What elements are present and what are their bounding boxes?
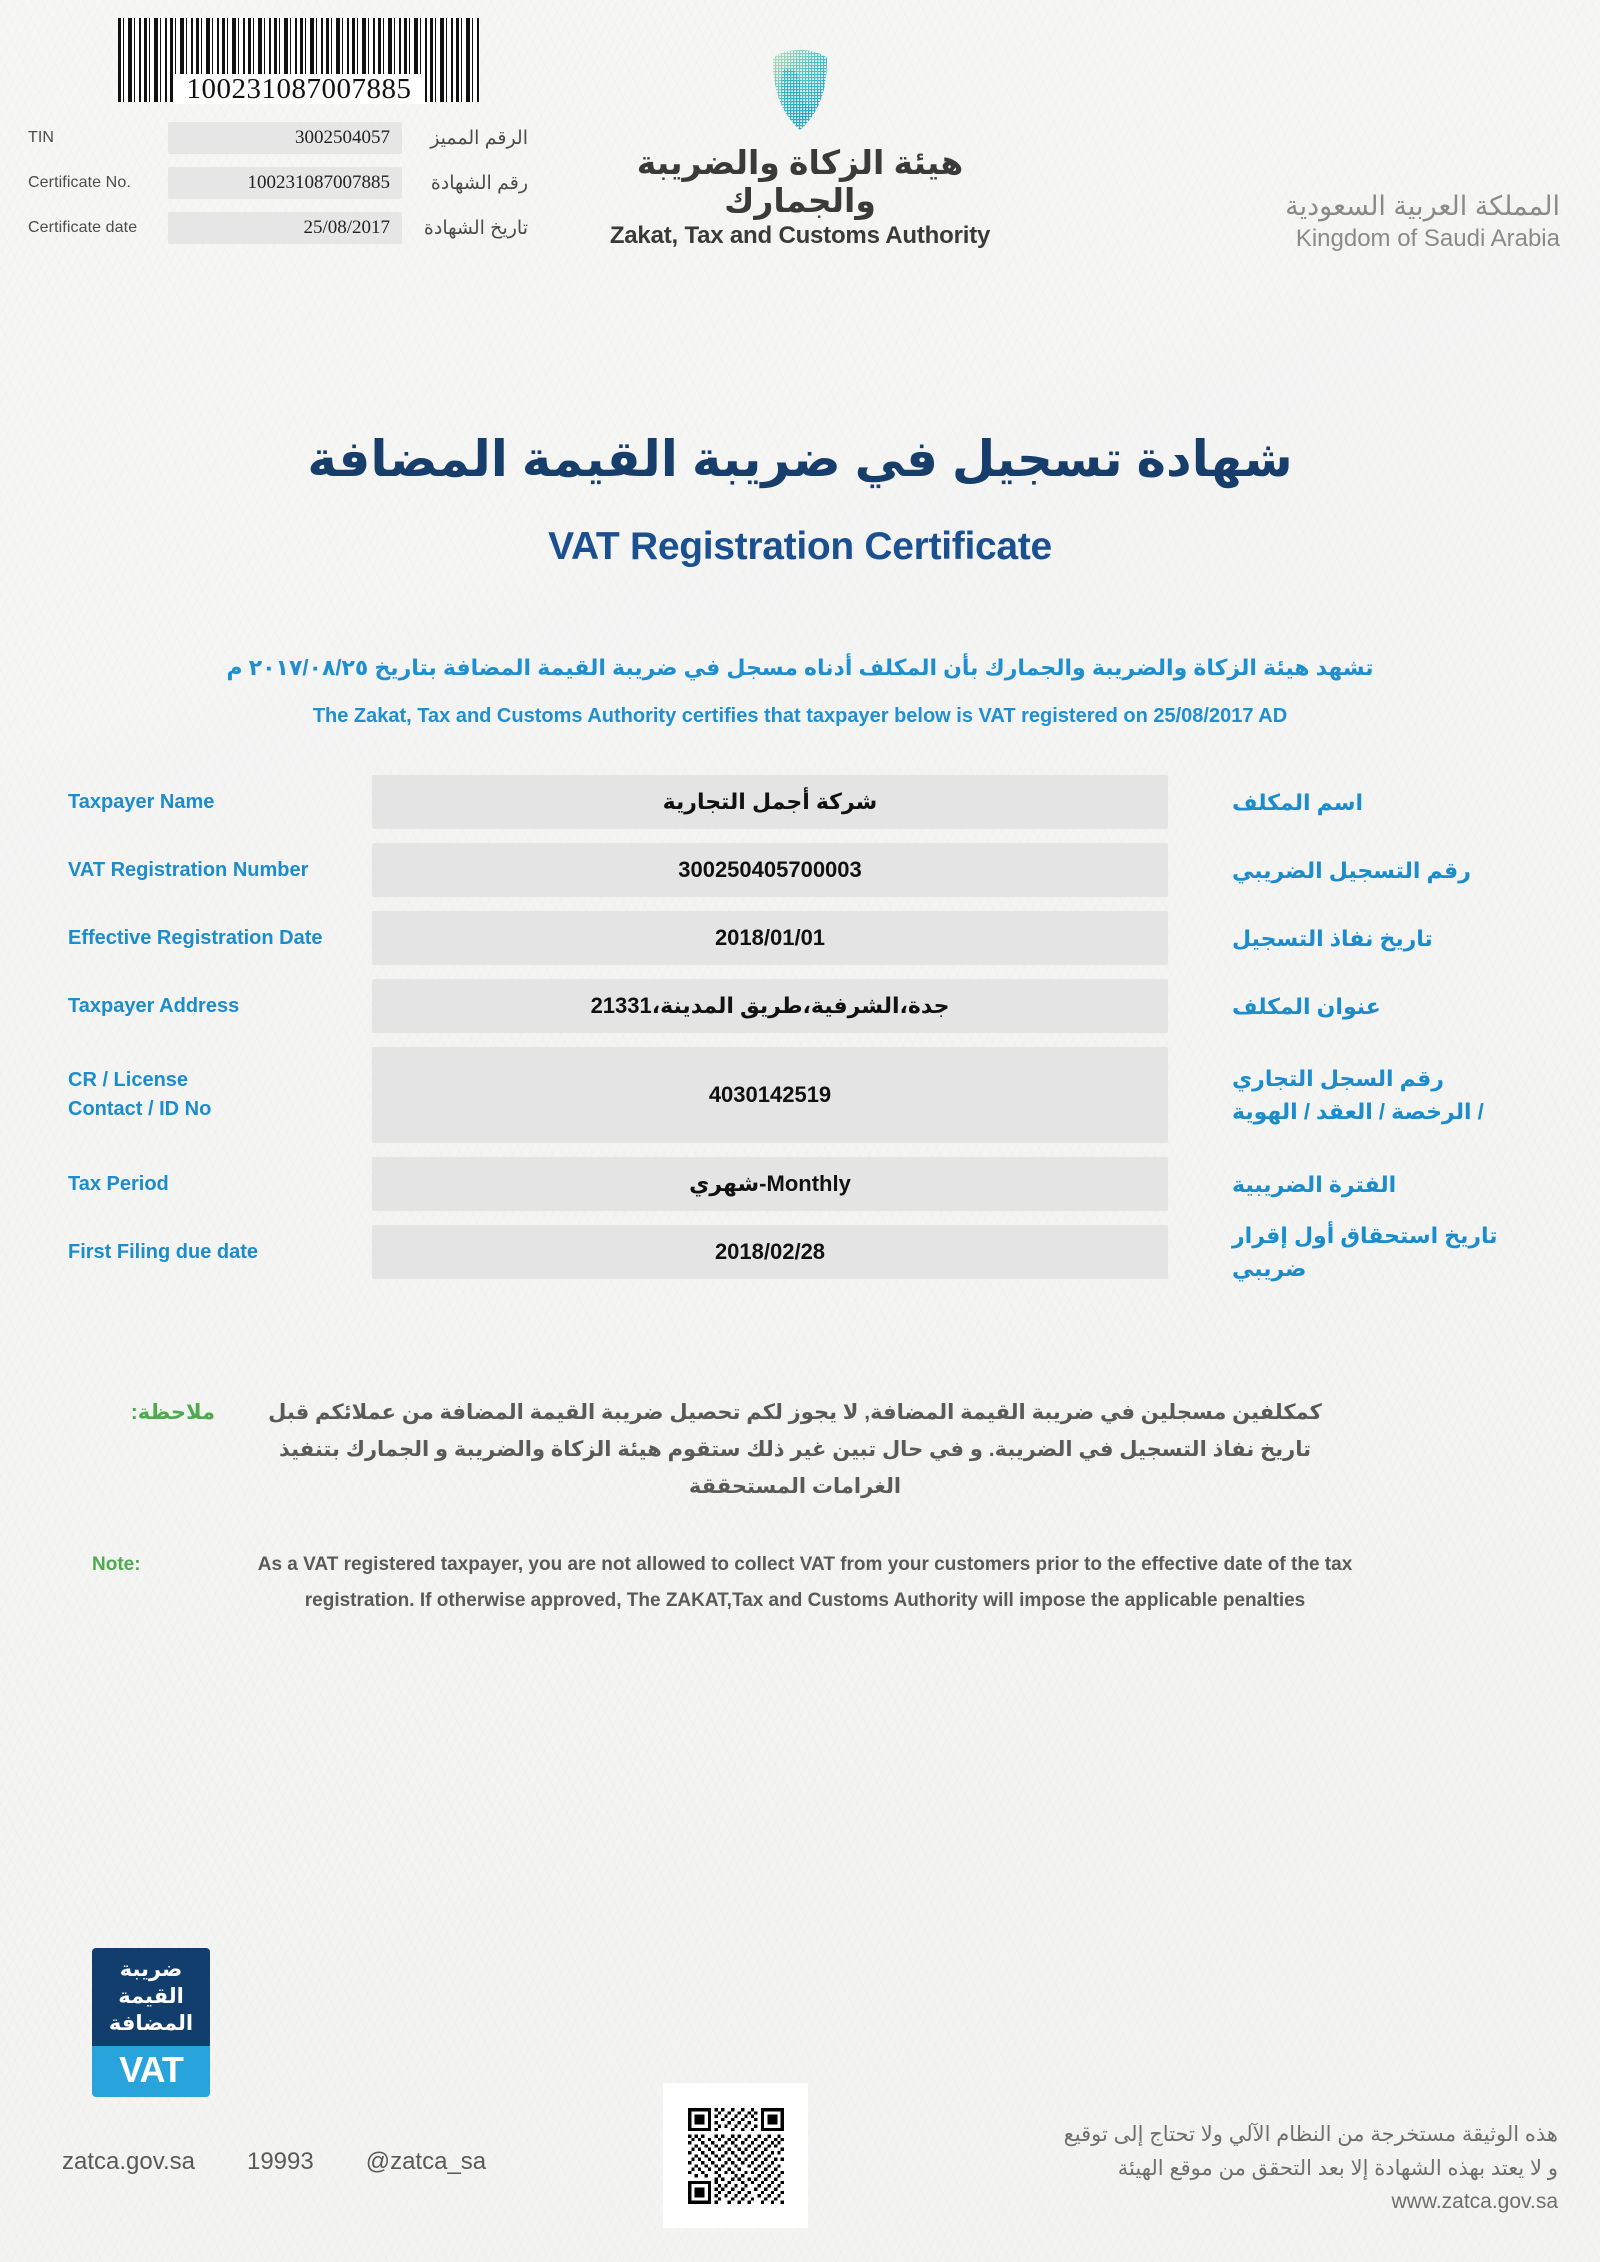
- authority-name-ar: هيئة الزكاة والضريبة والجمارك: [636, 144, 964, 219]
- row-label-en-line1: VAT Registration Number: [68, 858, 309, 881]
- row-label-en: [68, 1157, 358, 1211]
- row-value-box: [372, 843, 1168, 897]
- row-value: جدة،الشرفية،طريق المدينة،21331: [590, 993, 950, 1018]
- certificate-no-value: 100231087007885: [168, 167, 402, 199]
- table-row: [0, 843, 1600, 897]
- kingdom-label-en: Kingdom of Saudi Arabia: [1295, 224, 1560, 252]
- id-row-tin: [28, 122, 528, 154]
- row-label-ar-line1: الفترة الضريبية: [1232, 1171, 1397, 1197]
- certification-statement-ar: تشهد هيئة الزكاة والضريبة والجمارك بأن المكلف أدناه مسجل في ضريبة القيمة المضافة بتاريخ ٢٠١٧/٠٨/٢٥ م: [226, 655, 1374, 680]
- row-value: Monthly-شهري: [689, 1171, 851, 1196]
- row-label-en: [68, 843, 358, 897]
- id-row-certificate-no: [28, 167, 528, 199]
- row-label-en-line1: Taxpayer Address: [68, 994, 240, 1017]
- table-row: [0, 1225, 1600, 1279]
- row-value: 4030142519: [708, 1082, 832, 1107]
- table-row: [0, 775, 1600, 829]
- row-label-en-line1: CR / License: [68, 1069, 189, 1091]
- shield-icon: [767, 48, 833, 132]
- row-label-ar: [1232, 911, 1532, 965]
- note-text-en: As a VAT registered taxpayer, you are not allowed to collect VAT from your customers prior to the effective date of the tax registration. If otherwise approved, The ZAKAT,Tax and Customs Authority will impose the applicable penalties: [257, 1554, 1353, 1612]
- kingdom-block: [1285, 190, 1560, 254]
- certificate-date-label-ar: تاريخ الشهادة: [423, 217, 528, 239]
- certificate-date-value: 25/08/2017: [168, 212, 402, 244]
- tin-label-ar: الرقم المميز: [430, 127, 528, 149]
- row-label-en-line1: First Filing due date: [68, 1240, 259, 1263]
- certificate-date-label-en: Certificate date: [28, 219, 138, 236]
- page-title-ar: شهادة تسجيل في ضريبة القيمة المضافة: [307, 431, 1293, 487]
- id-row-certificate-date: [28, 212, 528, 244]
- authority-name-en: Zakat, Tax and Customs Authority: [609, 221, 991, 249]
- row-label-en: [68, 979, 358, 1033]
- row-label-ar-line1: عنوان المكلف: [1232, 993, 1381, 1019]
- row-label-en-line1: Tax Period: [68, 1172, 169, 1195]
- row-label-ar: [1232, 1225, 1532, 1279]
- row-label-ar-line2: / الرخصة / العقد / الهوية: [1232, 1099, 1484, 1124]
- row-value-box: [372, 1047, 1168, 1143]
- row-label-ar: [1232, 1157, 1532, 1211]
- vat-logo-acronym: [92, 2046, 210, 2097]
- row-label-en: [68, 1225, 358, 1279]
- vat-logo-line3: المضافة: [108, 2011, 194, 2035]
- row-label-ar: [1232, 979, 1532, 1033]
- row-label-ar-line1: تاريخ نفاذ التسجيل: [1232, 925, 1433, 951]
- note-ar: [0, 1395, 1600, 1505]
- disclaimer-url[interactable]: www.zatca.gov.sa: [1391, 2190, 1558, 2214]
- zatca-logo-block: [585, 48, 1015, 250]
- row-value-box: [372, 1225, 1168, 1279]
- certificate-no-label-ar: رقم الشهادة: [430, 172, 528, 194]
- row-value: 2018/02/28: [714, 1239, 826, 1264]
- tin-label-en: TIN: [28, 129, 55, 146]
- row-label-ar: [1232, 1047, 1532, 1143]
- table-row: [0, 1047, 1600, 1143]
- row-label-ar: [1232, 775, 1532, 829]
- row-label-en: [68, 911, 358, 965]
- barcode: [118, 18, 480, 105]
- page-title-en: VAT Registration Certificate: [548, 525, 1052, 568]
- vat-logo-line2: القيمة: [118, 1984, 184, 2008]
- row-value-box: [372, 1157, 1168, 1211]
- table-row: [0, 979, 1600, 1033]
- vat-logo-line1: ضريبة: [119, 1958, 183, 1981]
- note-keyword-ar: ملاحظة:: [130, 1401, 215, 1424]
- disclaimer-line-2: و لا يعتد بهذه الشهادة إلا بعد التحقق من موقع الهيئة: [1117, 2156, 1558, 2180]
- note-section: [0, 1395, 1600, 1619]
- note-text-ar: كمكلفين مسجلين في ضريبة القيمة المضافة, لا يجوز لكم تحصيل ضريبة القيمة المضافة من عملائكم قبل تاريخ نفاذ التسجيل في الضريبة. و في حال تبين غير ذلك ستقوم هيئة الزكاة والضريبة و الجمارك بتنفيذ الغرامات المستحققة: [268, 1401, 1322, 1498]
- disclaimer-line-1: هذه الوثيقة مستخرجة من النظام الآلي ولا تحتاج إلى توقيع: [1063, 2123, 1558, 2146]
- row-value-box: [372, 775, 1168, 829]
- row-label-en-line1: Effective Registration Date: [68, 926, 323, 949]
- row-label-ar-line1: تاريخ استحقاق أول إقرار: [1232, 1223, 1498, 1248]
- footer-website[interactable]: zatca.gov.sa: [62, 2148, 195, 2175]
- footer-disclaimer: [1064, 2118, 1558, 2219]
- row-label-en-line1: Taxpayer Name: [68, 790, 215, 813]
- footer-phone: 19993: [246, 2148, 314, 2175]
- note-en: [0, 1547, 1600, 1619]
- row-value-box: [372, 979, 1168, 1033]
- certification-statement-en: The Zakat, Tax and Customs Authority certifies that taxpayer below is VAT registered on 25/08/2017 AD: [312, 705, 1288, 727]
- row-value-box: [372, 911, 1168, 965]
- note-keyword-en: Note:: [92, 1554, 141, 1576]
- row-label-ar-line1: رقم التسجيل الضريبي: [1232, 857, 1471, 883]
- table-row: [0, 1157, 1600, 1211]
- vat-logo-arabic: [92, 1948, 210, 2046]
- row-value: 2018/01/01: [714, 925, 826, 950]
- footer-social-handle[interactable]: @zatca_sa: [365, 2148, 487, 2175]
- row-label-en-line2: Contact / ID No: [68, 1098, 212, 1120]
- row-value: شركة أجمل التجارية: [662, 789, 878, 814]
- row-label-ar-line2: ضريبي: [1232, 1256, 1307, 1281]
- row-label-ar-line1: اسم المكلف: [1232, 789, 1364, 815]
- identifier-block: [28, 122, 528, 257]
- barcode-number: 100231087007885: [173, 74, 425, 104]
- row-label-ar: [1232, 843, 1532, 897]
- footer-contacts: [62, 2148, 486, 2176]
- row-label-ar-line1: رقم السجل التجاري: [1232, 1066, 1444, 1091]
- kingdom-label-ar: المملكة العربية السعودية: [1285, 191, 1560, 221]
- row-label-en: [68, 775, 358, 829]
- row-label-en: [68, 1047, 358, 1143]
- table-row: [0, 911, 1600, 965]
- row-value: 300250405700003: [678, 857, 862, 882]
- vat-acronym-text: VAT: [119, 2048, 183, 2090]
- taxpayer-details-table: [0, 775, 1600, 1293]
- vat-logo: [92, 1948, 210, 2097]
- certificate-no-label-en: Certificate No.: [28, 174, 131, 191]
- tin-value: 3002504057: [168, 122, 402, 154]
- qr-code[interactable]: [663, 2083, 808, 2228]
